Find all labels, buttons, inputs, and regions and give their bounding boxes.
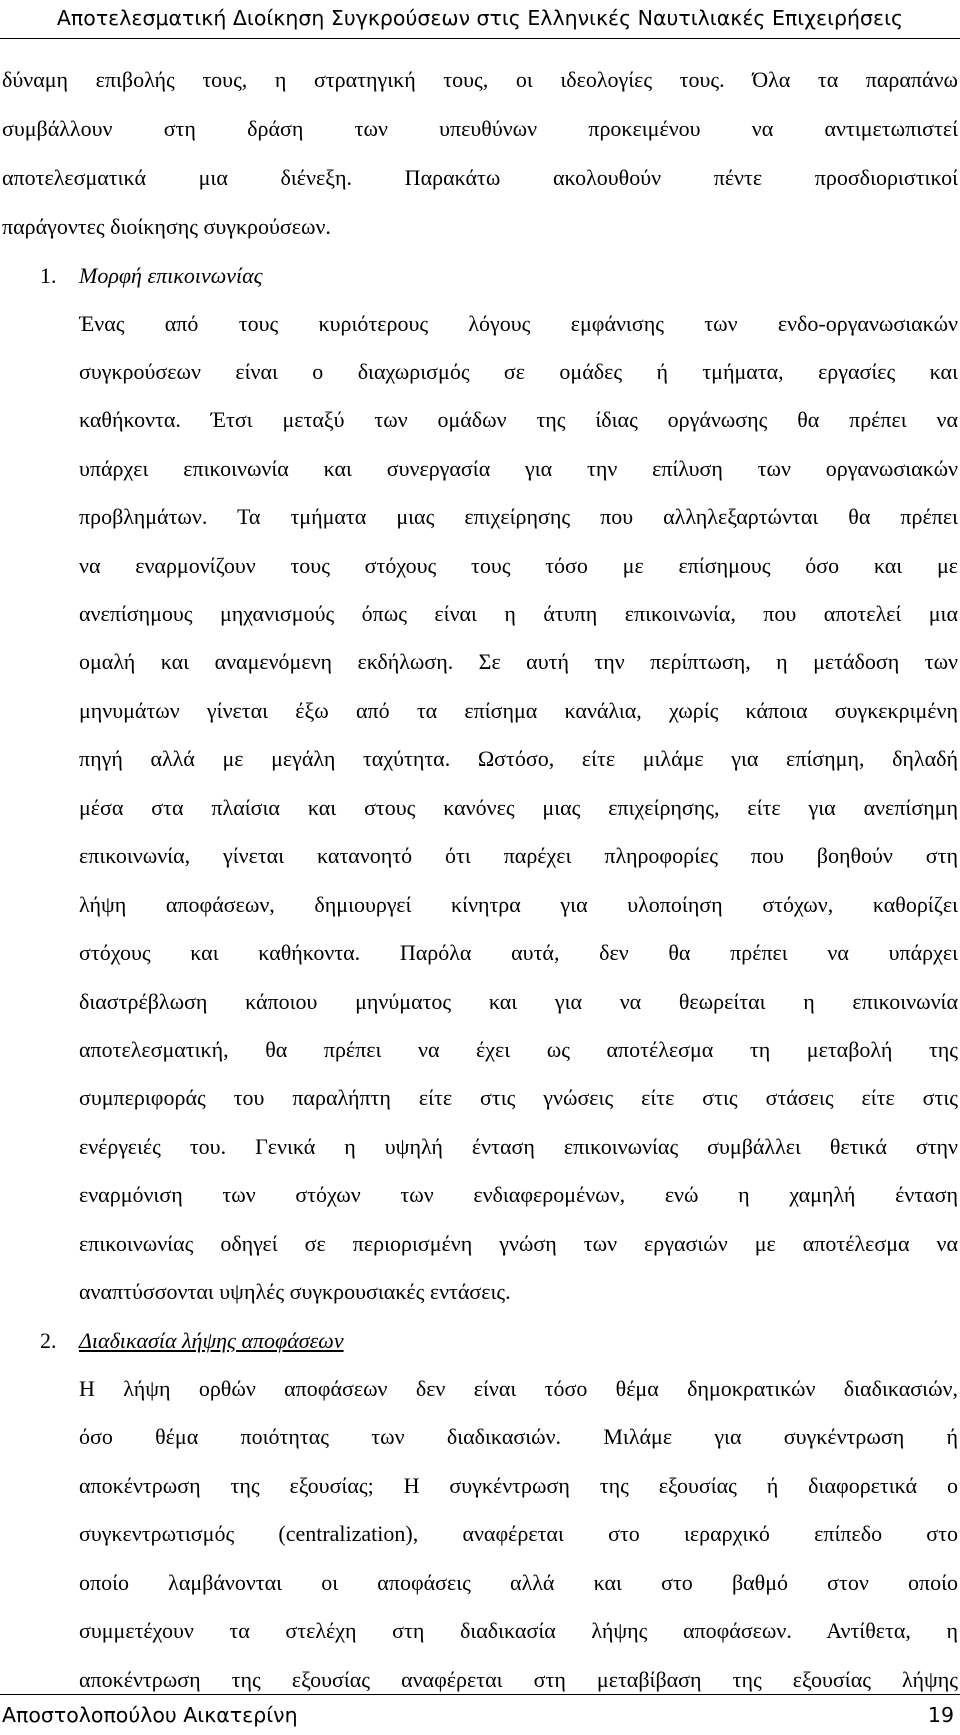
text-line: Η λήψη ορθών αποφάσεων δεν είναι τόσο θέμα δημοκρατικών διαδικασιών, [79,1376,958,1401]
text-line: συμμετέχουν τα στελέχη στη διαδικασία λήψης αποφάσεων. Αντίθετα, η [79,1618,958,1643]
text-line: μέσα στα πλαίσια και στους κανόνες μιας επιχείρησης, είτε για ανεπίσημη [79,795,958,820]
text-line: οποίο λαμβάνονται οι αποφάσεις αλλά και στο βαθμό στον οποίο [79,1570,958,1595]
text-line: αποκέντρωση της εξουσίας αναφέρεται στη μεταβίβαση της εξουσίας λήψης [79,1667,958,1692]
text-line: συμβάλλουν στη δράση των υπευθύνων προκειμένου να αντιμετωπιστεί [2,116,958,141]
text-line: συγκρούσεων είναι ο διαχωρισμός σε ομάδες ή τμήματα, εργασίες και [79,359,958,384]
text-line: δύναμη επιβολής τους, η στρατηγική τους, οι ιδεολογίες τους. Όλα τα παραπάνω [2,67,958,92]
section-heading: Διαδικασία λήψης αποφάσεων [79,1328,344,1353]
text-line: επικοινωνίας οδηγεί σε περιορισμένη γνώση των εργασιών με αποτέλεσμα να [79,1231,958,1256]
text-line: υπάρχει επικοινωνία και συνεργασία για την επίλυση των οργανωσιακών [79,456,958,481]
footer-author: Αποστολοπούλου Αικατερίνη [2,1703,298,1727]
text-line: να εναρμονίζουν τους στόχους τους τόσο με επίσημους όσο και με [79,553,958,578]
text-line: Ένας από τους κυριότερους λόγους εμφάνισης των ενδο-οργανωσιακών [79,311,958,336]
text-line: όσο θέμα ποιότητας των διαδικασιών. Μιλάμε για συγκέντρωση ή [79,1424,958,1449]
text-line: στόχους και καθήκοντα. Παρόλα αυτά, δεν θα πρέπει να υπάρχει [79,940,958,965]
text-line: συγκεντρωτισμός (centralization), αναφέρεται στο ιεραρχικό επίπεδο στο [79,1521,958,1546]
footer-divider [0,1694,960,1695]
page-header-title: Αποτελεσματική Διοίκηση Συγκρούσεων στις Ελληνικές Ναυτιλιακές Επιχειρήσεις [56,6,904,30]
text-line: ομαλή και αναμενόμενη εκδήλωση. Σε αυτή την περίπτωση, η μετάδοση των [79,649,958,674]
text-line: επικοινωνία, γίνεται κατανοητό ότι παρέχει πληροφορίες που βοηθούν στη [79,843,958,868]
list-number: 2. [40,1328,57,1353]
text-line: ανεπίσημους μηχανισμούς όπως είναι η άτυπη επικοινωνία, που αποτελεί μια [79,601,958,626]
text-line: εναρμόνιση των στόχων των ενδιαφερομένων, ενώ η χαμηλή ένταση [79,1182,958,1207]
text-line: αποτελεσματική, θα πρέπει να έχει ως αποτέλεσμα τη μεταβολή της [79,1037,958,1062]
text-line: μηνυμάτων γίνεται έξω από τα επίσημα κανάλια, χωρίς κάποια συγκεκριμένη [79,698,958,723]
text-line: διαστρέβλωση κάποιου μηνύματος και για να θεωρείται η επικοινωνία [79,989,958,1014]
text-line: πηγή αλλά με μεγάλη ταχύτητα. Ωστόσο, είτε μιλάμε για επίσημη, δηλαδή [79,746,958,771]
page-number: 19 [927,1703,954,1727]
text-line: λήψη αποφάσεων, δημιουργεί κίνητρα για υλοποίηση στόχων, καθορίζει [79,892,958,917]
text-line: συμπεριφοράς του παραλήπτη είτε στις γνώσεις είτε στις στάσεις είτε στις [79,1085,958,1110]
text-line: αναπτύσσονται υψηλές συγκρουσιακές εντάσεις. [79,1279,511,1304]
text-line: παράγοντες διοίκησης συγκρούσεων. [2,214,331,239]
section-heading: Μορφή επικοινωνίας [79,263,263,288]
text-line: καθήκοντα. Έτσι μεταξύ των ομάδων της ίδιας οργάνωσης θα πρέπει να [79,407,958,432]
text-line: ενέργειές του. Γενικά η υψηλή ένταση επικοινωνίας συμβάλλει θετικά στην [79,1134,958,1159]
text-line: προβλημάτων. Τα τμήματα μιας επιχείρησης που αλληλεξαρτώνται θα πρέπει [79,504,958,529]
text-line: αποκέντρωση της εξουσίας; Η συγκέντρωση της εξουσίας ή διαφορετικά ο [79,1473,958,1498]
text-line: αποτελεσματικά μια διένεξη. Παρακάτω ακολουθούν πέντε προσδιοριστικοί [2,165,958,190]
header-divider [0,38,960,39]
list-number: 1. [40,263,57,288]
